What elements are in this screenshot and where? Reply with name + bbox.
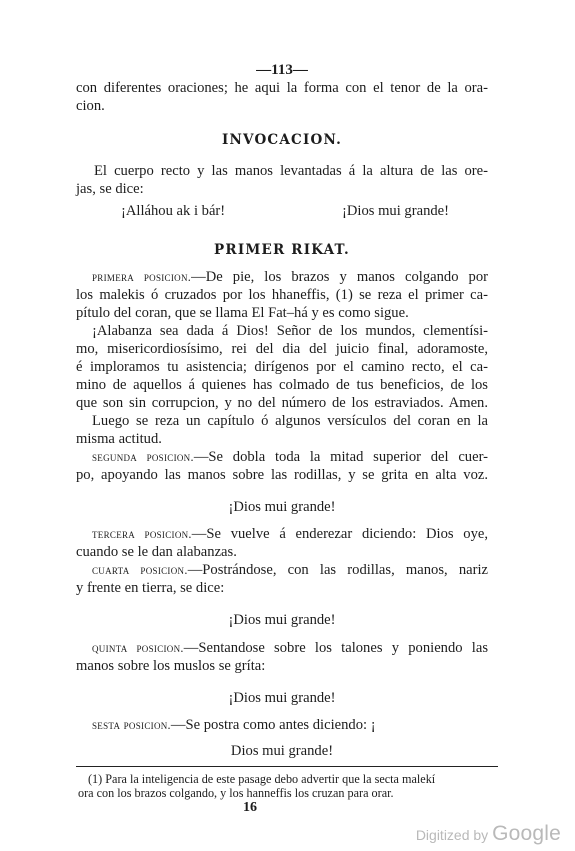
prayer-line: que son sin corrupcion, y no del número de los estraviados. Amen. — [76, 395, 488, 411]
position-label: cuarta posicion. — [92, 563, 188, 577]
prayer-line: mino de aquellos á quienes has colmado de tus beneficios, de los — [76, 377, 488, 393]
body-line: po, apoyando las manos sobre las rodillas, y se grita en alta voz. — [76, 467, 488, 483]
position-text: —Se postra como antes diciendo: ¡ — [170, 717, 376, 733]
body-line: misma actitud. — [76, 431, 162, 447]
watermark-prefix: Digitized by — [415, 827, 489, 843]
footnote-rule — [76, 766, 498, 767]
position-line — [92, 561, 488, 579]
position-label: segunda posicion. — [92, 450, 194, 464]
body-line: y frente en tierra, se dice: — [76, 580, 225, 596]
position-label: quinta posicion. — [92, 641, 184, 655]
footnote-line: ora con los brazos colgando, y los hanneffis los cruzan para orar. — [78, 786, 394, 800]
position-text: —Se vuelve á enderezar diciendo: Dios oye, — [191, 526, 488, 542]
page-number: —113— — [256, 62, 308, 78]
position-line — [92, 639, 488, 657]
body-line: Luego se reza un capítulo ó algunos versículos del coran en la — [92, 413, 488, 429]
position-line — [92, 268, 488, 286]
signature-mark: 16 — [243, 800, 257, 815]
body-line: los malekis ó cruzados por los hhaneffis, (1) se reza el primer ca- — [76, 287, 488, 303]
digitized-watermark — [416, 822, 561, 846]
invocation-arabic: ¡Alláhou ak i bár! — [121, 203, 226, 219]
prayer-line: ¡Alabanza sea dada á Dios! Señor de los mundos, clementísi- — [92, 323, 488, 339]
prayer-line: mo, misericordiosísimo, rei del dia del juicio final, adoramoste, — [76, 341, 488, 357]
prayer-line: é imploramos tu asistencia; dirígenos por el camino recto, el ca- — [76, 359, 488, 375]
body-line: El cuerpo recto y las manos levantadas á la altura de las ore- — [94, 163, 488, 179]
position-text: —De pie, los brazos y manos colgando por — [191, 269, 488, 285]
watermark-brand: Google — [492, 822, 561, 845]
position-label: tercera posicion. — [92, 527, 192, 541]
section-heading-invocacion: INVOCACION. — [221, 132, 343, 148]
body-line: jas, se dice: — [76, 181, 144, 197]
body-line: pítulo del coran, que se llama El Fat–há y es como sigue. — [76, 305, 409, 321]
position-text: —Se dobla toda la mitad superior del cuer- — [193, 449, 489, 465]
position-line — [92, 525, 488, 543]
exclamation: ¡Dios mui grande! — [228, 612, 336, 628]
footnote-line: (1) Para la inteligencia de este pasage debo advertir que la secta malekí — [88, 772, 436, 786]
position-label: sesta posicion. — [92, 718, 171, 732]
body-line: cuando se le dan alabanzas. — [76, 544, 237, 560]
body-line: cion. — [76, 98, 105, 114]
exclamation: ¡Dios mui grande! — [228, 690, 336, 706]
body-line: con diferentes oraciones; he aqui la forma con el tenor de la ora- — [76, 80, 488, 96]
position-line — [92, 448, 488, 466]
body-line: manos sobre los muslos se gríta: — [76, 658, 266, 674]
position-text: —Sentandose sobre los talones y poniendo las — [183, 640, 489, 656]
exclamation: ¡Dios mui grande! — [228, 499, 336, 515]
exclamation: Dios mui grande! — [230, 743, 334, 759]
position-line — [92, 716, 488, 734]
invocation-spanish: ¡Dios mui grande! — [342, 203, 449, 219]
position-text: —Postrándose, con las rodillas, manos, nariz — [187, 562, 489, 578]
section-heading-rikat: PRIMER RIKAT. — [214, 242, 350, 258]
position-label: primera posicion. — [92, 270, 192, 284]
